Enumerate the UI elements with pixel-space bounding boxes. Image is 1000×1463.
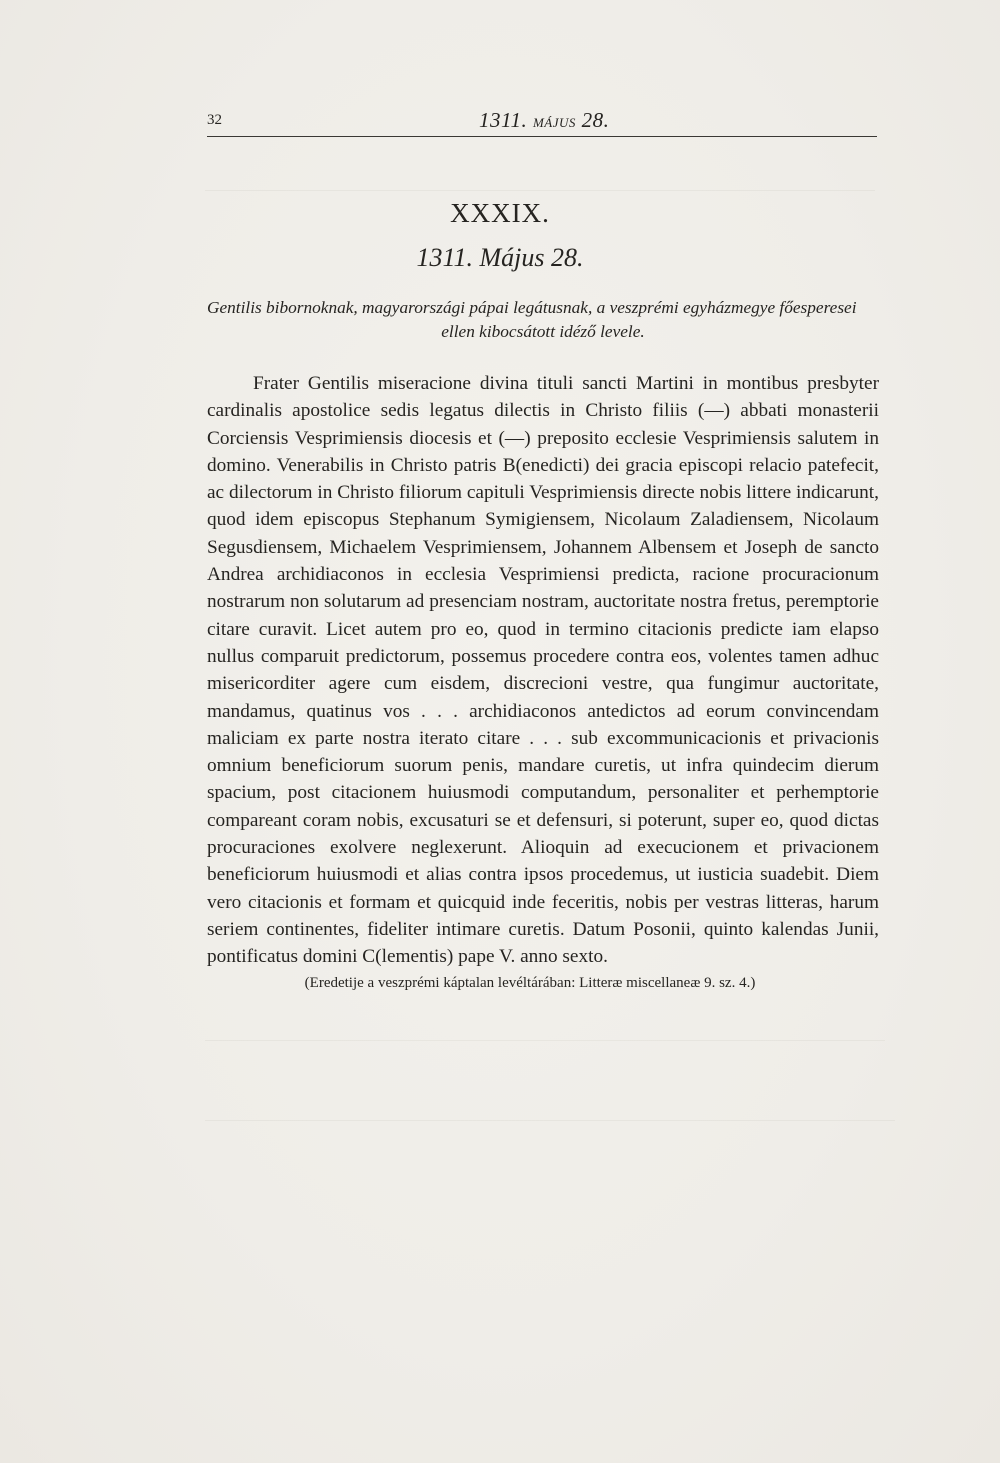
running-head — [207, 108, 877, 137]
bleed-through-line — [205, 190, 875, 191]
running-title-year: 1311. — [479, 108, 528, 132]
running-title — [479, 108, 609, 133]
source-note: (Eredetije a veszprémi káptalan levéltárában: Litteræ miscellaneæ 9. sz. 4.) — [304, 975, 756, 991]
bleed-through-line — [205, 1040, 885, 1041]
bleed-through-line — [205, 1120, 895, 1121]
running-title-day: 28. — [581, 108, 610, 132]
regest-line-last: ellen kibocsátott idéző levele. — [441, 322, 645, 341]
running-title-month: MÁJUS — [532, 115, 576, 130]
document-body-text: Frater Gentilis miseracione divina tituli sancti Martini in montibus presbyter cardinalis apostolice sedis legatus dilectis in Christo filiis (—) abbati monasterii Corciensis Vesprimiensis diocesis et (—) preposito ecclesie Vesprimiensis salutem in domino. Venerabilis in Christo patris B(enedicti) dei gracia episcopi relacio patefecit, ac dilectorum in Christo filiorum capituli Vesprimiensis directe nobis littere indicarunt, quod idem episcopus Stephanum Symigiensem, Nicolaum Zaladiensem, Nicolaum Segusdiensem, Michaelem Vesprimiensem, Johannem Albensem et Joseph de sancto Andrea archidiaconos in ecclesia Vesprimiensi predicta, racione procuracionum nostrarum non solutarum ad presenciam nostram, auctoritate nostra fretus, peremptorie citare curavit. Licet autem pro eo, quod in termino citacionis predicte iam elapso nullus comparuit predictorum, possemus procedere contra eos, volentes tamen adhuc misericorditer agere cum eisdem, discrecioni vestre, qua fungimur auctoritate, mandamus, quatinus vos . . . archidiaconos antedictos ad eorum convincendam maliciam ex parte nostra iterato citare . . . sub excommunicacionis et privacionis omnium beneficiorum suorum penis, mandare curetis, ut infra quindecim dierum spacium, post citacionem huiusmodi computandum, personaliter et perhemptorie compareant coram nobis, excusaturi se et defensuri, si poterunt, super eo, quod dictas procuraciones exolvere neglexerunt. Alioquin ad execucionem et privacionem beneficiorum huiusmodi et alias contra ipsos procedemus, ut iusticia suadebit. Diem vero citacionis et formam et quicquid inde feceritis, nobis per vestras litteras, harum seriem continentes, fideliter intimare curetis. Datum Posonii, quinto kalendas Junii, pontificatus domini C(lementis) pape V. anno sexto. — [207, 373, 879, 968]
page-number: 32 — [207, 112, 222, 128]
document-number: XXXIX. — [450, 198, 550, 228]
document-regest — [207, 296, 879, 344]
document-date: 1311. Május 28. — [416, 243, 584, 272]
regest-line: Gentilis bibornoknak, magyarországi pápai legátusnak, a veszprémi egyházmegye főesperesei — [207, 298, 857, 317]
